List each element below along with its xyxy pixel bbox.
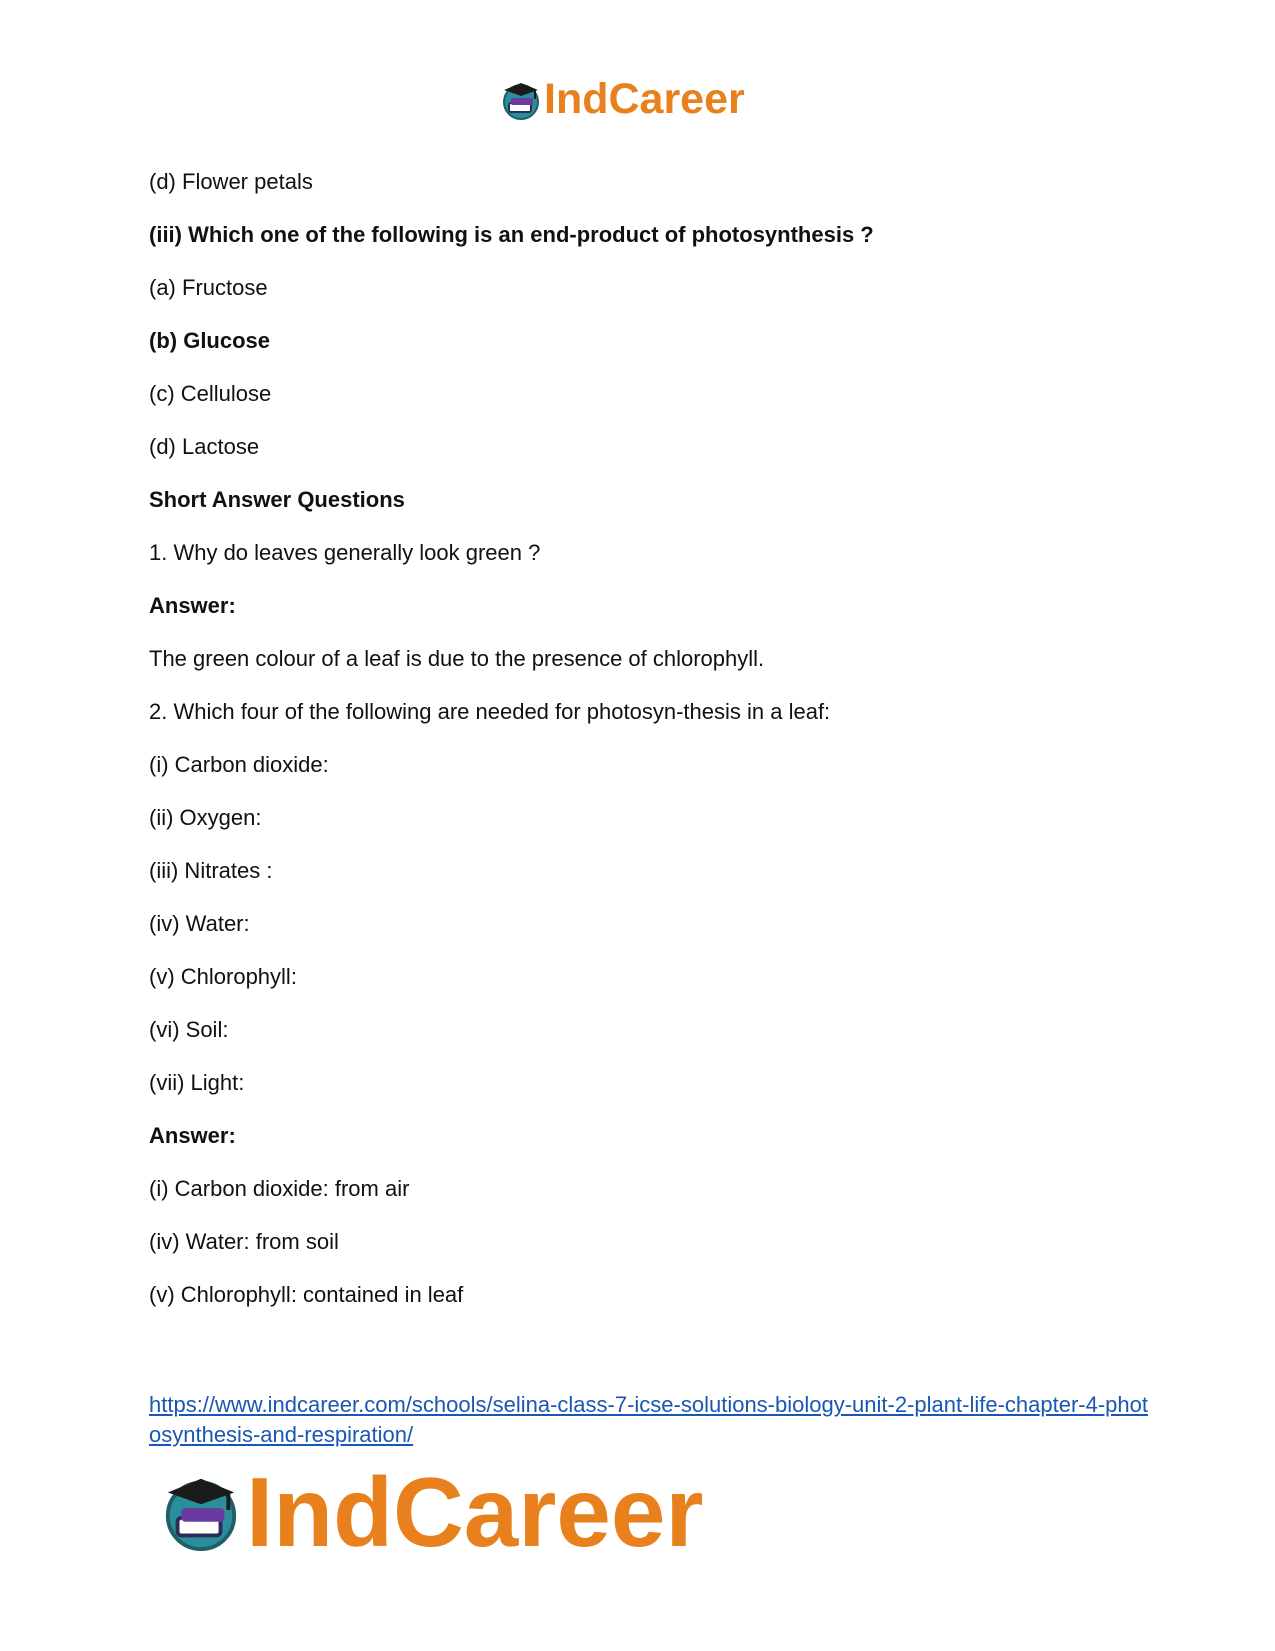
answer-label: Answer: [149,1123,236,1148]
option-c: (c) Cellulose [149,381,272,406]
list-item: (i) Carbon dioxide: [149,752,329,777]
list-item: (vi) Soil: [149,1017,229,1042]
list-item: (v) Chlorophyll: [149,964,297,989]
section-heading: Short Answer Questions [149,487,405,512]
list-item: (ii) Oxygen: [149,805,262,830]
list-item: (vii) Light: [149,1070,245,1095]
question-2: 2. Which four of the following are needed for photosyn-thesis in a leaf: [149,699,831,724]
logo-wordmark: IndCareer [246,1457,704,1567]
option-a: (a) Fructose [149,275,268,300]
answer-label: Answer: [149,593,236,618]
list-item: (iv) Water: [149,911,250,936]
header-logo [500,75,745,123]
graduation-globe-icon [500,79,542,121]
answer-item: (iv) Water: from soil [149,1229,339,1254]
logo-wordmark: IndCareer [544,75,745,123]
option-d: (d) Lactose [149,434,260,459]
question-heading: (iii) Which one of the following is an end-product of photosynthesis ? [149,222,874,247]
question-1: 1. Why do leaves generally look green ? [149,540,541,565]
graduation-globe-icon [160,1471,242,1553]
option-b-answer: (b) Glucose [149,328,271,353]
answer-item: (v) Chlorophyll: contained in leaf [149,1282,464,1307]
list-item: (iii) Nitrates : [149,858,273,883]
answer-text: The green colour of a leaf is due to the presence of chlorophyll. [149,646,765,671]
footer-logo [160,1457,704,1567]
text-line: (d) Flower petals [149,169,313,194]
source-link[interactable]: https://www.indcareer.com/schools/selina-class-7-icse-solutions-biology-unit-2-plant-life-chapter-4-photosynthesis-and-respiration/ [149,1392,1148,1447]
answer-item: (i) Carbon dioxide: from air [149,1176,410,1201]
